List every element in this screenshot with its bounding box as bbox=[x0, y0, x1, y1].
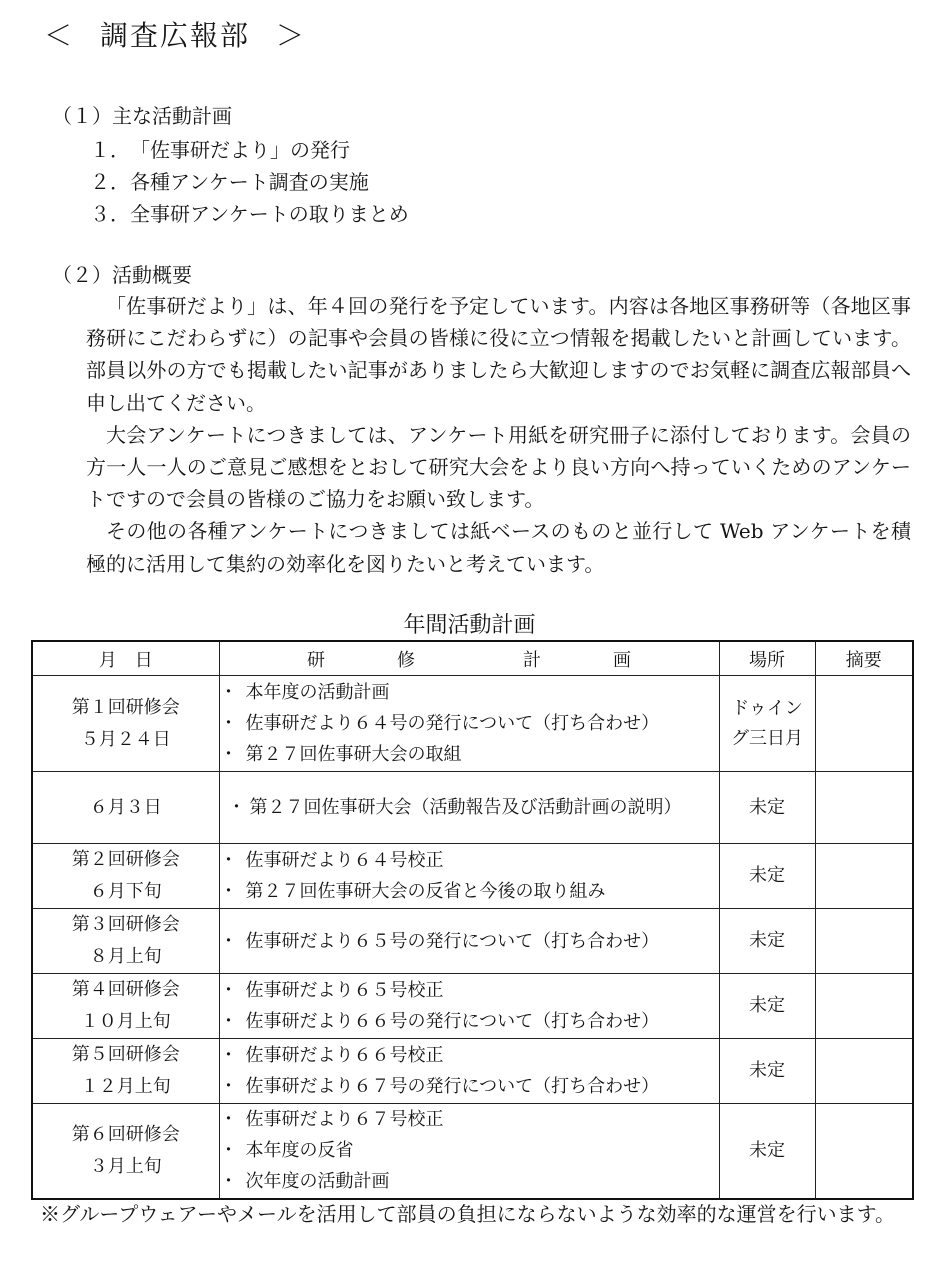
footnote: ※グループウェアーやメールを活用して部員の負担にならないような効率的な運営を行います。 bbox=[40, 1202, 895, 1226]
overview-paragraph: その他の各種アンケートにつきましては紙ベースのものと並行して Web アンケートを積極的に活用して集約の効率化を図りたいと考えています。 bbox=[86, 519, 911, 576]
notes-cell bbox=[815, 909, 913, 974]
section2-heading: （２）活動概要 bbox=[52, 263, 192, 287]
notes-cell bbox=[815, 676, 913, 772]
date-cell: 第４回研修会 １０月上旬 bbox=[32, 974, 219, 1039]
table-row bbox=[32, 909, 913, 974]
date-cell: 第５回研修会 １２月上旬 bbox=[32, 1039, 219, 1104]
plan-cell: ・ 佐事研だより６７号校正 ・ 本年度の反省 ・ 次年度の活動計画 bbox=[219, 1104, 719, 1199]
annual-plan-table bbox=[31, 640, 914, 1200]
overview-paragraph: 「佐事研だより」は、年４回の発行を予定しています。内容は各地区事務研等（各地区事務研にこだわらずに）の記事や会員の皆様に役に立つ情報を掲載したいと計画しています。部員以外の方でも掲載したい記事がありましたら大歓迎しますのでお気軽に調査広報部員へ申し出てください。 bbox=[86, 294, 911, 415]
place-cell: 未定 bbox=[719, 1104, 815, 1199]
date-cell: ６月３日 bbox=[32, 772, 219, 844]
department-title: 調査広報部 bbox=[100, 19, 251, 52]
list-item: １．「佐事研だより」の発行 bbox=[90, 138, 350, 162]
notes-cell bbox=[815, 1104, 913, 1199]
plan-cell: ・ 佐事研だより６５号校正 ・ 佐事研だより６６号の発行について（打ち合わせ） bbox=[219, 974, 719, 1039]
table-row bbox=[32, 676, 913, 772]
notes-cell bbox=[815, 844, 913, 909]
place-cell: 未定 bbox=[719, 909, 815, 974]
activity-overview bbox=[86, 290, 911, 580]
activity-plan-list bbox=[90, 134, 409, 230]
notes-cell bbox=[815, 1039, 913, 1104]
place-cell: 未定 bbox=[719, 1039, 815, 1104]
date-cell: 第３回研修会 ８月上旬 bbox=[32, 909, 219, 974]
date-cell: 第２回研修会 ６月下旬 bbox=[32, 844, 219, 909]
date-cell: 第６回研修会 ３月上旬 bbox=[32, 1104, 219, 1199]
place-cell: 未定 bbox=[719, 844, 815, 909]
list-item: ３．全事研アンケートの取りまとめ bbox=[90, 202, 409, 226]
header-place: 場所 bbox=[719, 641, 815, 676]
title-bracket-open: ＜ bbox=[44, 19, 75, 52]
header-notes: 摘要 bbox=[815, 641, 913, 676]
overview-paragraph: 大会アンケートにつきましては、アンケート用紙を研究冊子に添付しております。会員の方一人一人のご意見ご感想をとおして研究大会をより良い方向へ持っていくためのアンケートですので会員の皆様のご協力をお願い致します。 bbox=[86, 422, 911, 512]
date-cell: 第１回研修会 ５月２４日 bbox=[32, 676, 219, 772]
table-header-row bbox=[32, 641, 913, 676]
table-row bbox=[32, 1039, 913, 1104]
plan-cell: ・ 第２７回佐事研大会（活動報告及び活動計画の説明） bbox=[219, 772, 719, 844]
place-cell: 未定 bbox=[719, 772, 815, 844]
place-cell: 未定 bbox=[719, 974, 815, 1039]
place-cell: ドゥイン グ三日月 bbox=[719, 676, 815, 772]
plan-cell: ・ 佐事研だより６５号の発行について（打ち合わせ） bbox=[219, 909, 719, 974]
table-row bbox=[32, 974, 913, 1039]
table-row bbox=[32, 1104, 913, 1199]
notes-cell bbox=[815, 974, 913, 1039]
table-row bbox=[32, 772, 913, 844]
list-item: ２．各種アンケート調査の実施 bbox=[90, 170, 369, 194]
page-title bbox=[44, 14, 306, 54]
header-date: 月 日 bbox=[32, 641, 219, 676]
header-plan: 研 修 計 画 bbox=[219, 641, 719, 676]
plan-cell: ・ 佐事研だより６４号校正 ・ 第２７回佐事研大会の反省と今後の取り組み bbox=[219, 844, 719, 909]
plan-cell: ・ 本年度の活動計画 ・ 佐事研だより６４号の発行について（打ち合わせ） ・ 第２７回佐事研大会の取組 bbox=[219, 676, 719, 772]
notes-cell bbox=[815, 772, 913, 844]
table-title: 年間活動計画 bbox=[403, 613, 536, 638]
title-bracket-close: ＞ bbox=[276, 19, 307, 52]
table-row bbox=[32, 844, 913, 909]
plan-cell: ・ 佐事研だより６６号校正 ・ 佐事研だより６７号の発行について（打ち合わせ） bbox=[219, 1039, 719, 1104]
section1-heading: （１）主な活動計画 bbox=[52, 104, 232, 128]
